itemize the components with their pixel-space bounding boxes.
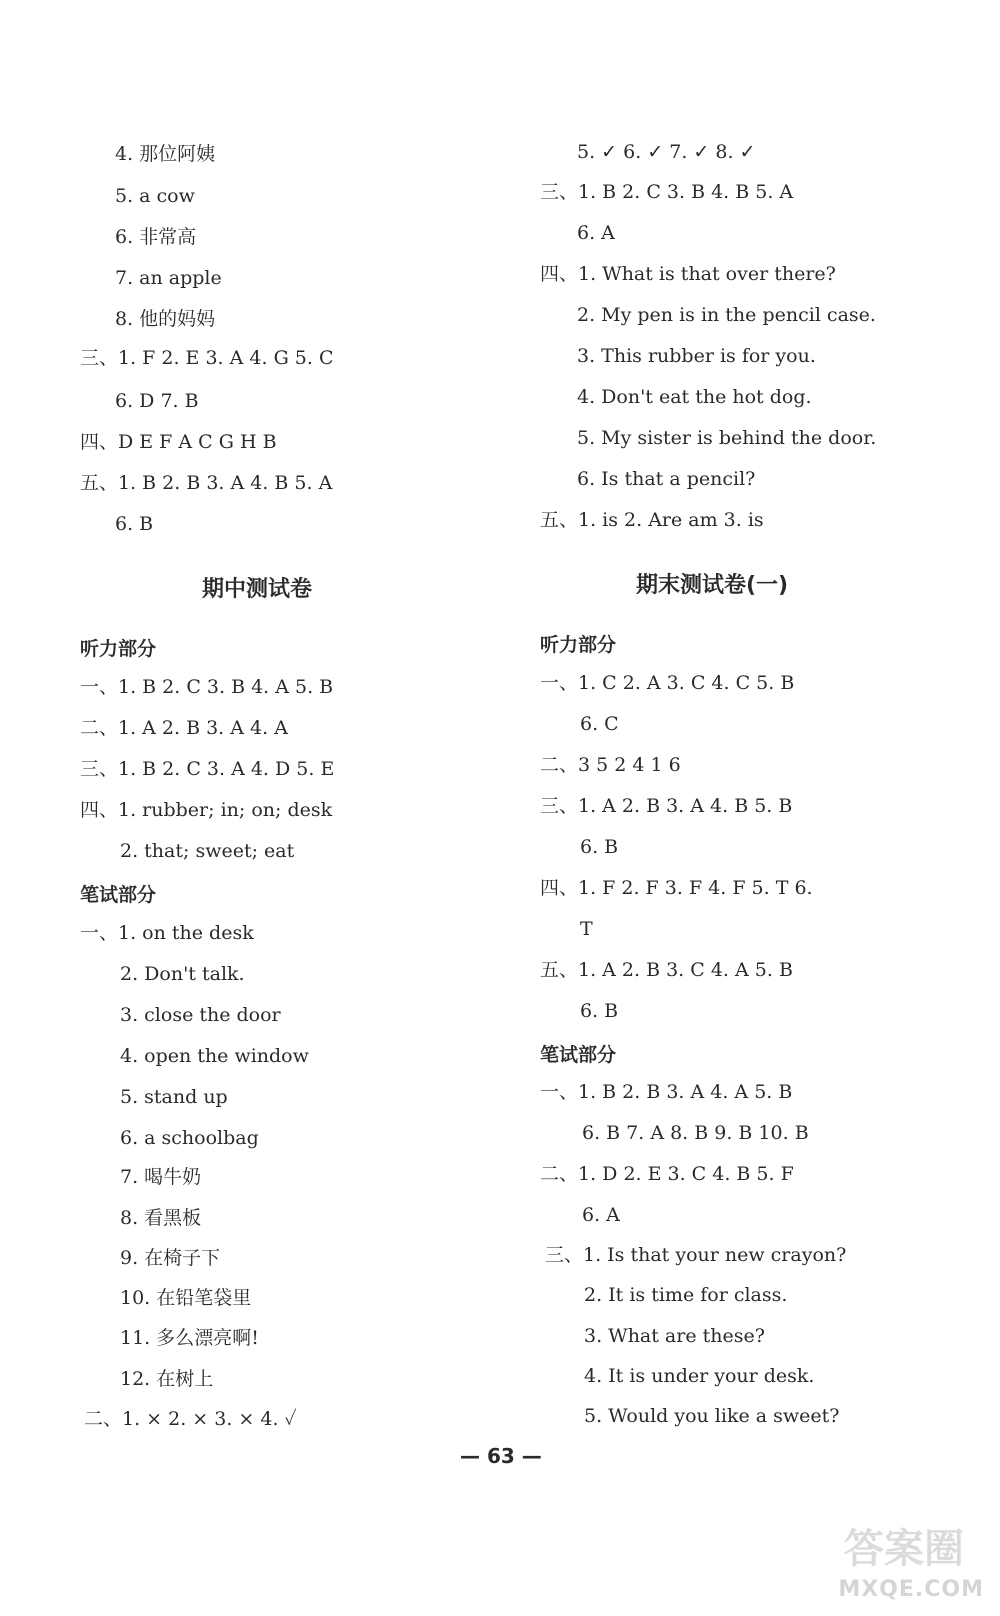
page-number: — 63 — xyxy=(460,1444,542,1468)
answer-line: 5. My sister is behind the door. xyxy=(577,427,877,449)
answer-line: 四、1. F 2. F 3. F 4. F 5. T 6. xyxy=(540,877,813,899)
answer-line: 二、1. × 2. × 3. × 4. ✓ xyxy=(84,1408,297,1430)
answer-line: 二、1. D 2. E 3. C 4. B 5. F xyxy=(540,1163,794,1185)
answer-line: 三、1. B 2. C 3. A 4. D 5. E xyxy=(80,758,335,780)
answer-line: 5. ✓ 6. ✓ 7. ✓ 8. ✓ xyxy=(577,141,756,163)
answer-line: T xyxy=(580,918,593,940)
answer-line: 二、3 5 2 4 1 6 xyxy=(540,754,681,776)
answer-line: 2. that; sweet; eat xyxy=(120,840,295,862)
final-title: 期末测试卷(一) xyxy=(636,573,789,598)
answer-line: 五、1. is 2. Are am 3. is xyxy=(540,509,764,531)
answer-line: 6. Is that a pencil? xyxy=(577,468,756,490)
answer-line: 5. a cow xyxy=(115,185,195,207)
answer-line: 4. Don't eat the hot dog. xyxy=(577,386,812,408)
answer-line: 8. 他的妈妈 xyxy=(115,308,216,330)
answer-line: 三、1. B 2. C 3. B 4. B 5. A xyxy=(540,181,794,203)
answer-line: 6. B xyxy=(580,836,619,858)
answer-line: 5. Would you like a sweet? xyxy=(584,1405,840,1427)
answer-line: 四、1. What is that over there? xyxy=(540,263,836,285)
answer-line: 2. Don't talk. xyxy=(120,963,245,985)
answer-line: 6. B 7. A 8. B 9. B 10. B xyxy=(582,1122,809,1144)
listening-label: 听力部分 xyxy=(80,638,157,660)
answer-line: 8. 看黑板 xyxy=(120,1207,202,1229)
watermark xyxy=(794,1520,994,1610)
answer-line: 7. an apple xyxy=(115,267,222,289)
answer-line: 6. 非常高 xyxy=(115,226,197,248)
answer-line: 三、1. A 2. B 3. A 4. B 5. B xyxy=(540,795,793,817)
answer-line: 10. 在铅笔袋里 xyxy=(120,1287,252,1309)
midterm-title: 期中测试卷 xyxy=(202,577,313,602)
answer-line: 6. A xyxy=(577,222,615,244)
answer-line: 2. It is time for class. xyxy=(584,1284,788,1306)
watermark-logo: 答案圈 xyxy=(844,1526,964,1572)
answer-line: 7. 喝牛奶 xyxy=(120,1166,202,1188)
answer-line: 4. open the window xyxy=(120,1045,309,1067)
answer-line: 三、1. F 2. E 3. A 4. G 5. C xyxy=(80,347,334,369)
answer-line: 11. 多么漂亮啊! xyxy=(120,1327,259,1349)
answer-line: 6. a schoolbag xyxy=(120,1127,259,1149)
answer-line: 三、1. Is that your new crayon? xyxy=(545,1244,847,1266)
answer-line: 9. 在椅子下 xyxy=(120,1247,221,1269)
answer-line: 四、D E F A C G H B xyxy=(80,431,277,453)
answer-line: 4. 那位阿姨 xyxy=(115,143,216,165)
answer-line: 6. A xyxy=(582,1204,620,1226)
listening-label: 听力部分 xyxy=(540,634,617,656)
answer-line: 3. close the door xyxy=(120,1004,281,1026)
answer-line: 一、1. C 2. A 3. C 4. C 5. B xyxy=(540,672,795,694)
written-label: 笔试部分 xyxy=(540,1044,617,1066)
answer-line: 6. C xyxy=(580,713,619,735)
written-label: 笔试部分 xyxy=(80,884,157,906)
answer-line: 一、1. on the desk xyxy=(80,922,254,944)
answer-line: 6. B xyxy=(115,513,154,535)
answer-line: 五、1. A 2. B 3. C 4. A 5. B xyxy=(540,959,793,981)
answer-line: 12. 在树上 xyxy=(120,1368,214,1390)
answer-line: 6. D 7. B xyxy=(115,390,199,412)
answer-line: 二、1. A 2. B 3. A 4. A xyxy=(80,717,288,739)
answer-line: 一、1. B 2. B 3. A 4. A 5. B xyxy=(540,1081,793,1103)
answer-line: 五、1. B 2. B 3. A 4. B 5. A xyxy=(80,472,333,494)
answer-line: 3. This rubber is for you. xyxy=(577,345,816,367)
answer-line: 5. stand up xyxy=(120,1086,228,1108)
watermark-text: MXQE.COM xyxy=(838,1577,984,1602)
answer-line: 一、1. B 2. C 3. B 4. A 5. B xyxy=(80,676,334,698)
answer-line: 3. What are these? xyxy=(584,1325,765,1347)
answer-line: 2. My pen is in the pencil case. xyxy=(577,304,876,326)
answer-line: 4. It is under your desk. xyxy=(584,1365,815,1387)
answer-line: 6. B xyxy=(580,1000,619,1022)
answer-line: 四、1. rubber; in; on; desk xyxy=(80,799,333,821)
